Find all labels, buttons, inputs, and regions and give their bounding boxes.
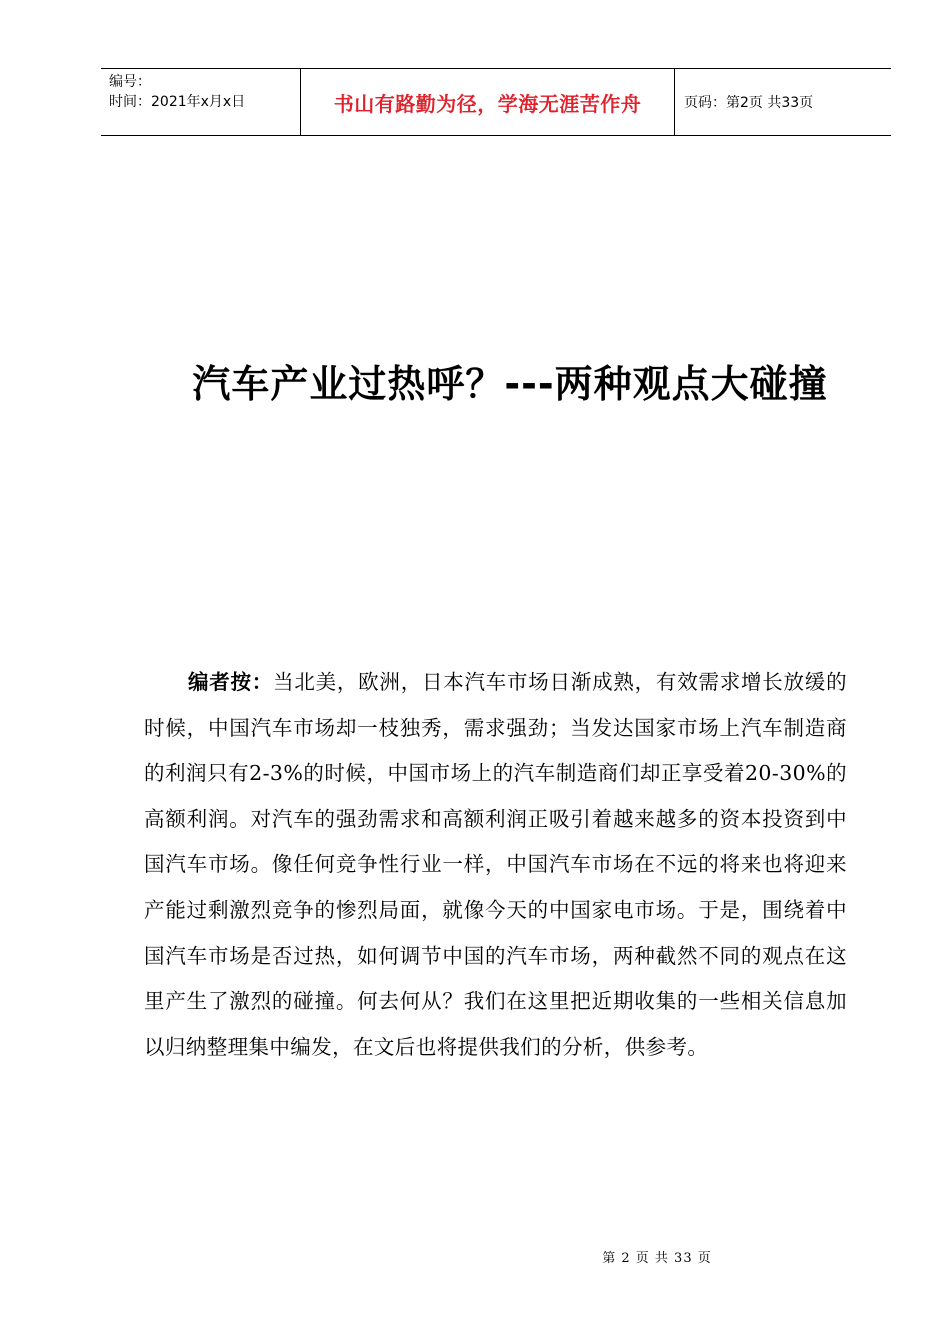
- page-header: [101, 68, 891, 136]
- serial-number-label: 编号：: [109, 74, 151, 90]
- page-footer: 第 2 页 共 33 页: [602, 1251, 712, 1266]
- editor-note-text: 当北美，欧洲，日本汽车市场日渐成熟，有效需求增长放缓的时候，中国汽车市场却一枝独秀，需求强劲；当发达国家市场上汽车制造商的利润只有2-3%的时候，中国市场上的汽车制造商们却正享受着20-30%的高额利润。对汽车的强劲需求和高额利润正吸引着越来越多的资本投资到中国汽车市场。像任何竞争性行业一样，中国汽车市场在不远的将来也将迎来产能过剩激烈竞争的惨烈局面，就像今天的中国家电市场。于是，围绕着中国汽车市场是否过热，如何调节中国的汽车市场，两种截然不同的观点在这里产生了激烈的碰撞。何去何从？我们在这里把近期收集的一些相关信息加以归纳整理集中编发，在文后也将提供我们的分析，供参考。: [144, 670, 847, 1059]
- date-label: 时间：2021年x月x日: [109, 94, 246, 110]
- header-meta-cell: [101, 69, 301, 135]
- editor-note-paragraph: [144, 660, 847, 1070]
- editor-note-label: 编者按：: [188, 670, 274, 694]
- header-page-code: 页码：第2页 共33页: [684, 95, 814, 111]
- header-motto: 书山有路勤为径，学海无涯苦作舟: [301, 69, 675, 135]
- document-title: 汽车产业过热呼？---两种观点大碰撞: [192, 362, 828, 406]
